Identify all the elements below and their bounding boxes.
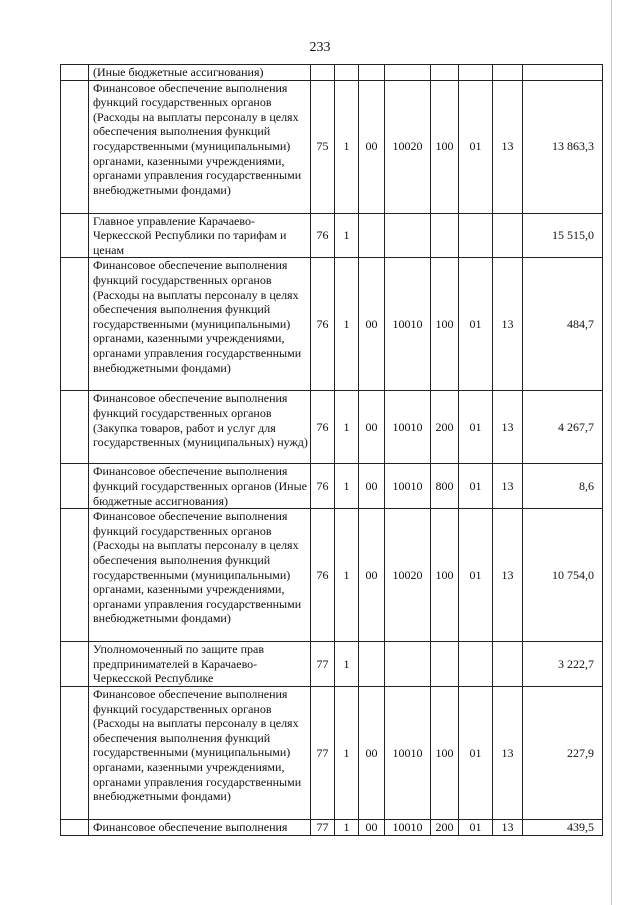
code-cell: 77 [311,819,335,835]
subsection-cell [459,642,493,687]
blank-cell [61,213,89,258]
page-number: 233 [309,40,331,55]
direction-cell: 10010 [385,258,431,391]
blank-cell [61,391,89,464]
expense-type-cell [431,642,459,687]
code-cell: 76 [311,258,335,391]
kind-cell [493,213,523,258]
description-cell: (Иные бюджетные ассигнования) [89,65,311,81]
direction-cell: 10010 [385,686,431,819]
program-cell: 00 [359,258,385,391]
direction-cell: 10010 [385,819,431,835]
description-cell: Финансовое обеспечение выполнения [89,819,311,835]
program-cell [359,642,385,687]
table-row [61,686,603,819]
expense-type-cell [431,213,459,258]
blank-cell [61,819,89,835]
table-row [61,464,603,509]
direction-cell [385,65,431,81]
blank-cell [61,80,89,213]
section-cell: 1 [335,213,359,258]
table-row [61,509,603,642]
subsection-cell: 01 [459,391,493,464]
direction-cell [385,213,431,258]
code-cell: 76 [311,509,335,642]
section-cell: 1 [335,464,359,509]
amount-cell: 13 863,3 [523,80,603,213]
direction-cell: 10010 [385,391,431,464]
table-row [61,80,603,213]
expense-type-cell: 200 [431,819,459,835]
code-cell [311,65,335,81]
section-cell: 1 [335,642,359,687]
expense-type-cell: 100 [431,509,459,642]
table-row [61,391,603,464]
section-cell: 1 [335,819,359,835]
section-cell: 1 [335,80,359,213]
amount-cell [523,65,603,81]
section-cell: 1 [335,509,359,642]
description-cell: Финансовое обеспечение выполнения функций государственных органов (Расходы на выплаты персоналу в целях обеспечения выполнения функций государственными (муниципальными) органами, казенными учреждениями, органами управления государственными внебюджетными фондами) [89,258,311,391]
section-cell: 1 [335,686,359,819]
description-cell: Главное управление Карачаево-Черкесской Республики по тарифам и ценам [89,213,311,258]
code-cell: 77 [311,642,335,687]
program-cell: 00 [359,686,385,819]
kind-cell: 13 [493,391,523,464]
kind-cell: 13 [493,686,523,819]
program-cell: 00 [359,80,385,213]
subsection-cell: 01 [459,686,493,819]
table-row [61,65,603,81]
direction-cell: 10020 [385,509,431,642]
table-row [61,258,603,391]
blank-cell [61,686,89,819]
blank-cell [61,509,89,642]
expense-type-cell: 100 [431,686,459,819]
blank-cell [61,258,89,391]
blank-cell [61,65,89,81]
table-row [61,213,603,258]
kind-cell: 13 [493,819,523,835]
kind-cell [493,65,523,81]
code-cell: 75 [311,80,335,213]
kind-cell [493,642,523,687]
expense-type-cell: 200 [431,391,459,464]
program-cell: 00 [359,509,385,642]
expense-type-cell: 100 [431,80,459,213]
direction-cell [385,642,431,687]
section-cell: 1 [335,391,359,464]
amount-cell: 15 515,0 [523,213,603,258]
program-cell: 00 [359,464,385,509]
code-cell: 77 [311,686,335,819]
program-cell: 00 [359,391,385,464]
subsection-cell: 01 [459,80,493,213]
amount-cell: 10 754,0 [523,509,603,642]
amount-cell: 3 222,7 [523,642,603,687]
description-cell: Финансовое обеспечение выполнения функций государственных органов (Иные бюджетные ассигнования) [89,464,311,509]
amount-cell: 8,6 [523,464,603,509]
code-cell: 76 [311,464,335,509]
subsection-cell: 01 [459,819,493,835]
expense-type-cell: 100 [431,258,459,391]
kind-cell: 13 [493,509,523,642]
amount-cell: 4 267,7 [523,391,603,464]
amount-cell: 439,5 [523,819,603,835]
section-cell: 1 [335,258,359,391]
direction-cell: 10020 [385,80,431,213]
table-row [61,642,603,687]
description-cell: Уполномоченный по защите прав предпринимателей в Карачаево-Черкесской Республике [89,642,311,687]
program-cell [359,65,385,81]
description-cell: Финансовое обеспечение выполнения функций государственных органов (Закупка товаров, работ и услуг для государственных (муниципальных) нужд) [89,391,311,464]
subsection-cell: 01 [459,464,493,509]
amount-cell: 484,7 [523,258,603,391]
blank-cell [61,464,89,509]
section-cell [335,65,359,81]
kind-cell: 13 [493,258,523,391]
subsection-cell: 01 [459,258,493,391]
amount-cell: 227,9 [523,686,603,819]
description-cell: Финансовое обеспечение выполнения функций государственных органов (Расходы на выплаты персоналу в целях обеспечения выполнения функций государственными (муниципальными) органами, казенными учреждениями, органами управления государственными внебюджетными фондами) [89,509,311,642]
sheet-edge-line [611,0,612,905]
code-cell: 76 [311,213,335,258]
budget-table [60,64,603,836]
direction-cell: 10010 [385,464,431,509]
kind-cell: 13 [493,464,523,509]
code-cell: 76 [311,391,335,464]
kind-cell: 13 [493,80,523,213]
expense-type-cell [431,65,459,81]
subsection-cell: 01 [459,509,493,642]
subsection-cell [459,65,493,81]
program-cell [359,213,385,258]
subsection-cell [459,213,493,258]
program-cell: 00 [359,819,385,835]
table-row [61,819,603,835]
expense-type-cell: 800 [431,464,459,509]
blank-cell [61,642,89,687]
description-cell: Финансовое обеспечение выполнения функций государственных органов (Расходы на выплаты персоналу в целях обеспечения выполнения функций государственными (муниципальными) органами, казенными учреждениями, органами управления государственными внебюджетными фондами) [89,686,311,819]
description-cell: Финансовое обеспечение выполнения функций государственных органов (Расходы на выплаты персоналу в целях обеспечения выполнения функций государственными (муниципальными) органами, казенными учреждениями, органами управления государственными внебюджетными фондами) [89,80,311,213]
